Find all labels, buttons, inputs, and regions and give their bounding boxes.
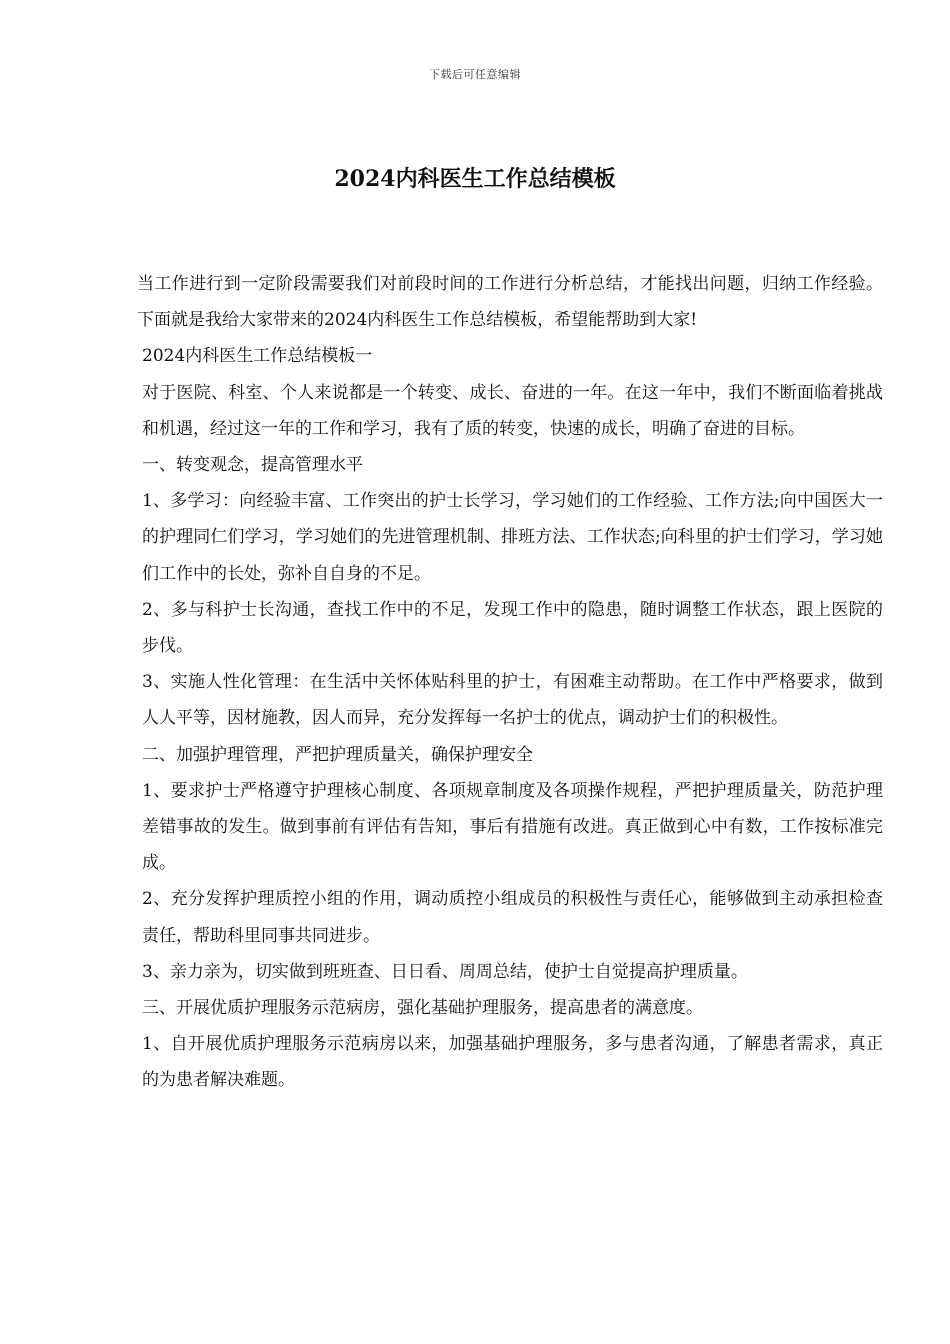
list-item-1-2: 2、多与科护士长沟通，查找工作中的不足，发现工作中的隐患，随时调整工作状态，跟上医院的步伐。 [142,599,883,657]
list-item-2-3: 3、亲力亲为，切实做到班班查、日日看、周周总结，使护士自觉提高护理质量。 [142,961,748,982]
intro-paragraph: 当工作进行到一定阶段需要我们对前段时间的工作进行分析总结，才能找出问题，归纳工作经验。下面就是我给大家带来的2024内科医生工作总结模板，希望能帮助到大家! [137,274,883,331]
list-item-1-1: 1、多学习：向经验丰富、工作突出的护士长学习，学习她们的工作经验、工作方法;向中国医大一的护理同仁们学习，学习她们的先进管理机制、排班方法、工作状态;向科里的护士们学习，学习她们工作中的长处，弥补自自身的不足。 [142,491,883,584]
section-heading-two: 二、加强护理管理，严把护理质量关，确保护理安全 [142,744,533,765]
list-item-1-3: 3、实施人性化管理：在生活中关怀体贴科里的护士，有困难主动帮助。在工作中严格要求，做到人人平等，因材施教，因人而异，充分发挥每一名护士的优点，调动护士们的积极性。 [142,672,883,729]
list-item-3-1: 1、自开展优质护理服务示范病房以来，加强基础护理服务，多与患者沟通，了解患者需求，真正的为患者解决难题。 [142,1034,883,1091]
overview-paragraph: 对于医院、科室、个人来说都是一个转变、成长、奋进的一年。在这一年中，我们不断面临着挑战和机遇，经过这一年的工作和学习，我有了质的转变，快速的成长，明确了奋进的目标。 [142,382,883,439]
header-note: 下载后可任意编辑 [429,68,521,81]
document-body [137,266,883,1099]
section-heading-three: 三、开展优质护理服务示范病房，强化基础护理服务，提高患者的满意度。 [142,998,703,1019]
document-title: 2024内科医生工作总结模板 [334,166,616,192]
section-heading-one: 一、转变观念，提高管理水平 [142,455,363,476]
list-item-2-2: 2、充分发挥护理质控小组的作用，调动质控小组成员的积极性与责任心，能够做到主动承担检查责任，帮助科里同事共同进步。 [142,889,883,946]
section-heading-template-one: 2024内科医生工作总结模板一 [142,346,373,367]
list-item-2-1: 1、要求护士严格遵守护理核心制度、各项规章制度及各项操作规程，严把护理质量关，防范护理差错事故的发生。做到事前有评估有告知，事后有措施有改进。真正做到心中有数，工作按标准完成。 [142,780,883,874]
